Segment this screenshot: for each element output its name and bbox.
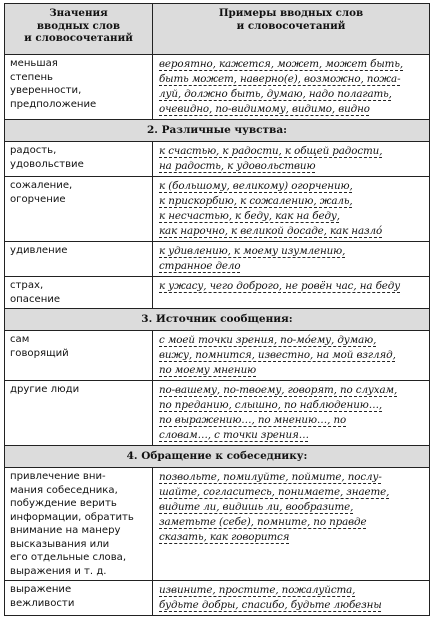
meaning-line: огорчение bbox=[10, 193, 66, 205]
section-header-row bbox=[5, 446, 430, 468]
meaning-line: побуждение верить bbox=[10, 498, 117, 509]
example-line: к счастью, к радости, к общей радости, bbox=[159, 145, 383, 157]
introductory-words-table bbox=[4, 3, 430, 616]
table-body bbox=[5, 55, 430, 616]
example-line: заметьте (себе), помните, по правде bbox=[159, 516, 367, 528]
header-meanings-line: вводных слов bbox=[36, 19, 121, 32]
section-header-row bbox=[5, 309, 430, 331]
meaning-line: другие люди bbox=[10, 384, 80, 395]
table-header-row bbox=[5, 4, 430, 55]
meaning-cell bbox=[5, 277, 153, 309]
meaning-line: выражения и т. д. bbox=[10, 565, 107, 577]
meaning-cell bbox=[5, 55, 153, 120]
meaning-line: его отдельные слова, bbox=[10, 552, 127, 563]
examples-cell bbox=[153, 331, 430, 381]
example-line: шайте, согласитесь, понимаете, знаете, bbox=[159, 486, 390, 498]
meaning-line: привлечение вни- bbox=[10, 471, 106, 482]
example-line: к несчастью, к беду, как на беду, bbox=[159, 210, 340, 222]
example-line: к удивлению, к моему изумлению, bbox=[159, 245, 346, 257]
example-line: очевидно, по-видимому, видимо, видно bbox=[159, 103, 370, 115]
introductory-words-table-sheet bbox=[4, 3, 429, 616]
example-line: будьте добры, спасибо, будьте любезны bbox=[159, 599, 382, 611]
examples-cell bbox=[153, 242, 430, 277]
table-row bbox=[5, 142, 430, 177]
meaning-line: опасение bbox=[10, 293, 61, 305]
meaning-cell bbox=[5, 331, 153, 381]
table-row bbox=[5, 381, 430, 446]
example-line: как нарочно, к великой досаде, как назло́ bbox=[159, 225, 383, 237]
header-examples-line: Примеры вводных слов bbox=[218, 7, 364, 19]
meaning-line: информации, обратить bbox=[10, 511, 134, 523]
examples-cell bbox=[153, 55, 430, 120]
example-line: вероятно, кажется, может, может быть, bbox=[159, 58, 403, 70]
examples-cell bbox=[153, 581, 430, 616]
example-line: по выражению…, по мнению…, по bbox=[159, 414, 347, 426]
meaning-line: высказывания или bbox=[10, 538, 110, 550]
meaning-cell bbox=[5, 177, 153, 242]
meaning-cell bbox=[5, 142, 153, 177]
section-title: 2. Различные чувства: bbox=[5, 120, 430, 142]
meaning-line: вежливости bbox=[10, 597, 75, 609]
examples-cell bbox=[153, 381, 430, 446]
header-examples bbox=[153, 4, 430, 55]
table-row bbox=[5, 468, 430, 581]
example-line: быть может, наверно(е), возможно, пожа- bbox=[159, 73, 401, 85]
example-line: странное дело bbox=[159, 260, 241, 272]
meaning-cell bbox=[5, 468, 153, 581]
meaning-line: сожаление, bbox=[10, 180, 73, 191]
examples-cell bbox=[153, 177, 430, 242]
meaning-line: сам bbox=[10, 334, 30, 345]
examples-cell bbox=[153, 142, 430, 177]
meaning-line: внимание на манеру bbox=[10, 525, 121, 536]
table-row bbox=[5, 581, 430, 616]
example-line: словам…, с точки зрения… bbox=[159, 429, 309, 441]
meaning-line: предположение bbox=[10, 98, 97, 110]
example-line: видите ли, видишь ли, вообразите, bbox=[159, 501, 354, 513]
meaning-cell bbox=[5, 242, 153, 277]
meaning-line: степень bbox=[10, 71, 53, 83]
meaning-line: мания собеседника, bbox=[10, 484, 118, 496]
table-row bbox=[5, 55, 430, 120]
meaning-line: удовольствие bbox=[10, 158, 84, 170]
meaning-line: уверенности, bbox=[10, 85, 82, 96]
example-line: на радость, к удовольствию bbox=[159, 160, 316, 172]
section-title: 3. Источник сообщения: bbox=[5, 309, 430, 331]
example-line: к ужасу, чего доброго, не ровён час, на беду bbox=[159, 280, 401, 292]
meaning-cell bbox=[5, 581, 153, 616]
examples-cell bbox=[153, 468, 430, 581]
example-line: сказать, как говорится bbox=[159, 531, 290, 543]
table-row bbox=[5, 242, 430, 277]
section-title: 4. Обращение к собеседнику: bbox=[5, 446, 430, 468]
header-meanings bbox=[5, 4, 153, 55]
example-line: с моей точки зрения, по-мо́ему, думаю, bbox=[159, 334, 377, 346]
table-row bbox=[5, 177, 430, 242]
meaning-line: страх, bbox=[10, 280, 44, 291]
example-line: к (большому, великому) огорчению, bbox=[159, 180, 353, 192]
example-line: по-вашему, по-твоему, говорят, по слухам, bbox=[159, 384, 398, 396]
meaning-line: меньшая bbox=[10, 58, 58, 69]
example-line: по моему мнению bbox=[159, 364, 257, 376]
example-line: к прискорбию, к сожалению, жаль, bbox=[159, 195, 353, 207]
example-line: вижу, помнится, известно, на мой взгляд, bbox=[159, 349, 396, 361]
meaning-line: говорящий bbox=[10, 347, 69, 359]
section-header-row bbox=[5, 120, 430, 142]
table-row bbox=[5, 277, 430, 309]
meaning-cell bbox=[5, 381, 153, 446]
meaning-line: выражение bbox=[10, 584, 72, 595]
examples-cell bbox=[153, 277, 430, 309]
example-line: луй, должно быть, думаю, надо полагать, bbox=[159, 88, 392, 100]
header-meanings-line: и словосочетаний bbox=[24, 32, 133, 44]
example-line: извините, простите, пожалуйста, bbox=[159, 584, 356, 596]
example-line: позвольте, помилуйте, поймите, послу- bbox=[159, 471, 382, 483]
header-meanings-line: Значения bbox=[49, 7, 108, 19]
meaning-line: радость, bbox=[10, 145, 57, 156]
table-row bbox=[5, 331, 430, 381]
header-examples-line: и словосочетаний bbox=[236, 19, 346, 32]
example-line: по преданию, слышно, по наблюдению…, bbox=[159, 399, 383, 411]
meaning-line: удивление bbox=[10, 245, 68, 256]
